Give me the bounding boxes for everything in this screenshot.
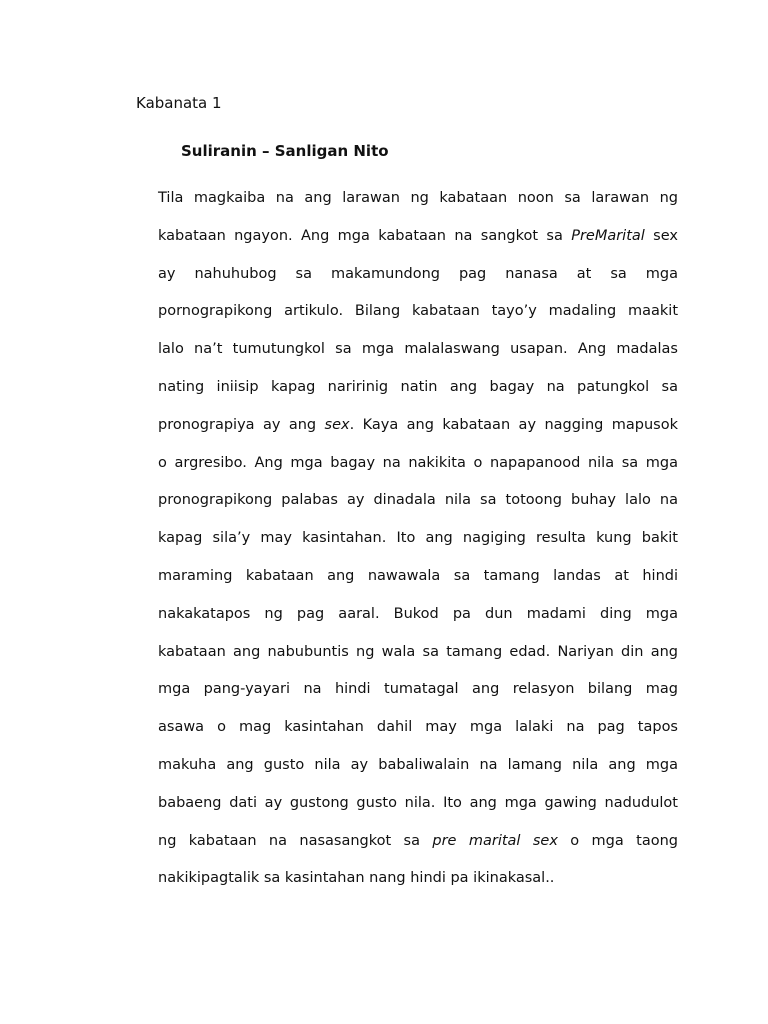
text-segment: Tila magkaiba na ang larawan ng kabataan noon sa larawan ng xyxy=(158,190,678,206)
text-segment: nakakatapos ng pag aaral. Bukod pa dun madami ding mga xyxy=(158,605,678,622)
body-line xyxy=(158,823,678,861)
text-segment: nakikipagtalik sa kasintahan nang hindi pa ikinakasal.. xyxy=(158,870,555,887)
text-segment: babaeng dati ay gustong gusto nila. Ito ang mga gawing nadudulot xyxy=(158,794,678,811)
body-line xyxy=(158,596,678,634)
body-line xyxy=(158,785,678,823)
text-segment: pronograpiya ay ang xyxy=(158,416,325,433)
italic-term: pre marital sex xyxy=(432,832,558,849)
body-line xyxy=(158,407,678,445)
text-segment: ay nahuhubog sa makamundong pag nanasa at sa mga xyxy=(158,265,678,282)
body-line xyxy=(158,709,678,747)
body-line xyxy=(158,747,678,785)
body-line xyxy=(158,256,678,294)
body-line xyxy=(158,520,678,558)
body-line xyxy=(158,180,678,218)
text-segment: . Kaya ang kabataan ay nagging mapusok xyxy=(349,416,678,433)
body-line xyxy=(158,331,678,369)
section-title: Suliranin – Sanligan Nito xyxy=(181,142,389,160)
body-line xyxy=(158,445,678,483)
body-line xyxy=(158,482,678,520)
text-segment: mga pang-yayari na hindi tumatagal ang relasyon bilang mag xyxy=(158,681,678,698)
text-segment: asawa o mag kasintahan dahil may mga lalaki na pag tapos xyxy=(158,719,678,736)
body-line xyxy=(158,671,678,709)
text-segment: o argresibo. Ang mga bagay na nakikita o napapanood nila sa mga xyxy=(158,454,678,471)
body-line xyxy=(158,369,678,407)
italic-term: sex xyxy=(324,416,350,433)
text-segment: nating iniisip kapag naririnig natin ang bagay na patungkol sa xyxy=(158,378,678,395)
text-segment: o mga taong xyxy=(557,832,678,849)
text-segment: makuha ang gusto nila ay babaliwalain na lamang nila ang mga xyxy=(158,756,678,773)
text-segment: pronograpikong palabas ay dinadala nila sa totoong buhay lalo na xyxy=(158,492,678,509)
body-line xyxy=(158,634,678,672)
text-segment: maraming kabataan ang nawawala sa tamang landas at hindi xyxy=(158,567,678,584)
text-segment: kapag sila’y may kasintahan. Ito ang nagiging resulta kung bakit xyxy=(158,530,678,547)
italic-term: PreMarital xyxy=(571,227,645,244)
body-line xyxy=(158,218,678,256)
body-line xyxy=(158,293,678,331)
text-segment: lalo na’t tumutungkol sa mga malalaswang usapan. Ang madalas xyxy=(158,341,678,358)
text-segment: kabataan ang nabubuntis ng wala sa tamang edad. Nariyan din ang xyxy=(158,643,678,660)
text-segment: sex xyxy=(644,227,678,244)
text-segment: pornograpikong artikulo. Bilang kabataan tayo’y madaling maakit xyxy=(158,303,678,320)
body-paragraph xyxy=(158,180,678,898)
body-line xyxy=(158,558,678,596)
text-segment: kabataan ngayon. Ang mga kabataan na sangkot sa xyxy=(158,227,572,244)
text-segment: ng kabataan na nasasangkot sa xyxy=(158,832,433,849)
chapter-heading: Kabanata 1 xyxy=(136,94,222,112)
body-line xyxy=(158,860,678,898)
